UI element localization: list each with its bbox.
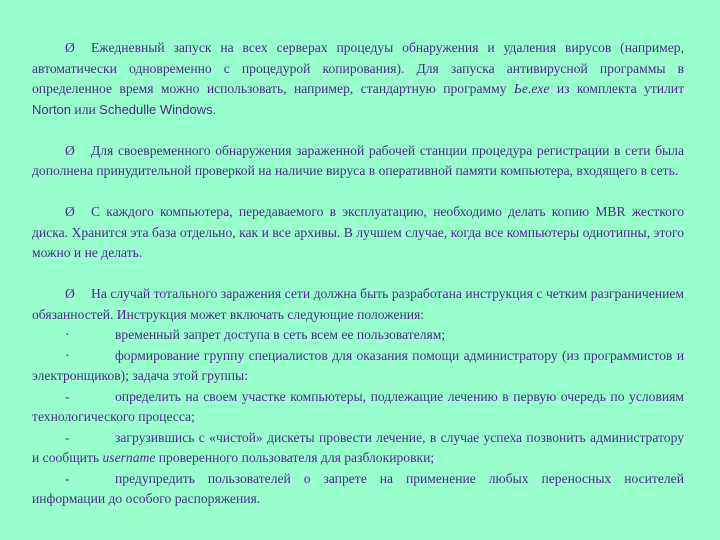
paragraph-text: Ежедневный запуск на всех серверах процедуы обнаружения и удаления вирусов (например, автоматически одновременно с процедурой копирования). Для запуска антивирусной программы в определенное время можно использовать, например, стандартную программу <box>32 40 684 96</box>
list-item <box>32 346 684 387</box>
list-item-text: временный запрет доступа в сеть всем ее пользователям; <box>115 327 446 342</box>
paragraph-mbr-copy <box>32 202 684 264</box>
list-item <box>32 387 684 428</box>
bullet-arrow-icon: Ø <box>65 40 75 55</box>
list-item-text: определить на своем участке компьютеры, подлежащие лечению в первую очередь по условиям технологического процесса; <box>32 388 684 424</box>
paragraph-daily-scan <box>32 38 684 120</box>
list-item <box>32 428 684 469</box>
program-name: Ьe.exe <box>513 81 550 96</box>
list-marker: · <box>65 347 70 363</box>
list-marker: - <box>65 429 70 445</box>
bullet-arrow-icon: Ø <box>65 204 75 219</box>
paragraph-text: Для своевременного обнаружения зараженной рабочей станции процедура регистрации в сети была дополнена принудительной проверкой на наличие вируса в оперативной памяти компьютера, входящего в сеть. <box>32 142 684 178</box>
paragraph-text: На случай тотального заражения сети должна быть разработана инструкция с четким разграничением обязанностей. Инструкция может включать следующие положения: <box>32 286 684 322</box>
list-item-text: формирование группу специалистов для оказания помощи администратору (из программистов и электронщиков); задача этой группы: <box>32 347 684 383</box>
utility-name: Norton <box>32 101 72 117</box>
username-term: username <box>102 450 156 465</box>
list-item <box>32 469 684 510</box>
list-item <box>32 325 684 346</box>
list-item-text: проверенного пользователя для разблокировки; <box>155 450 435 465</box>
list-item-text: загрузившись с «чистой» дискеты провести лечение, в случае успеха позвонить администратору и сообщить <box>32 429 684 465</box>
utility-name: Schedulle Windows <box>99 101 213 117</box>
list-marker: - <box>65 388 70 404</box>
paragraph-text: или <box>71 101 100 117</box>
bullet-arrow-icon: Ø <box>65 142 75 158</box>
bullet-arrow-icon: Ø <box>65 286 75 301</box>
paragraph-registration <box>32 141 684 182</box>
paragraph-text: С каждого компьютера, передаваемого в эксплуатацию, необходимо делать копию MBR жесткого диска. Хранится эта база отдельно, как и все архивы. В лучшем случае, когда все компьютеры однотипны, этого можно и не делать. <box>32 204 684 260</box>
paragraph-text: из комплекта утилит <box>549 81 685 96</box>
paragraph-text: . <box>212 101 217 117</box>
list-marker: · <box>65 327 70 342</box>
list-marker: - <box>65 470 70 486</box>
paragraph-instructions <box>32 284 684 325</box>
list-item-text: предупредить пользователей о запрете на применение любых переносных носителей информации до особого распоряжения. <box>32 470 684 506</box>
